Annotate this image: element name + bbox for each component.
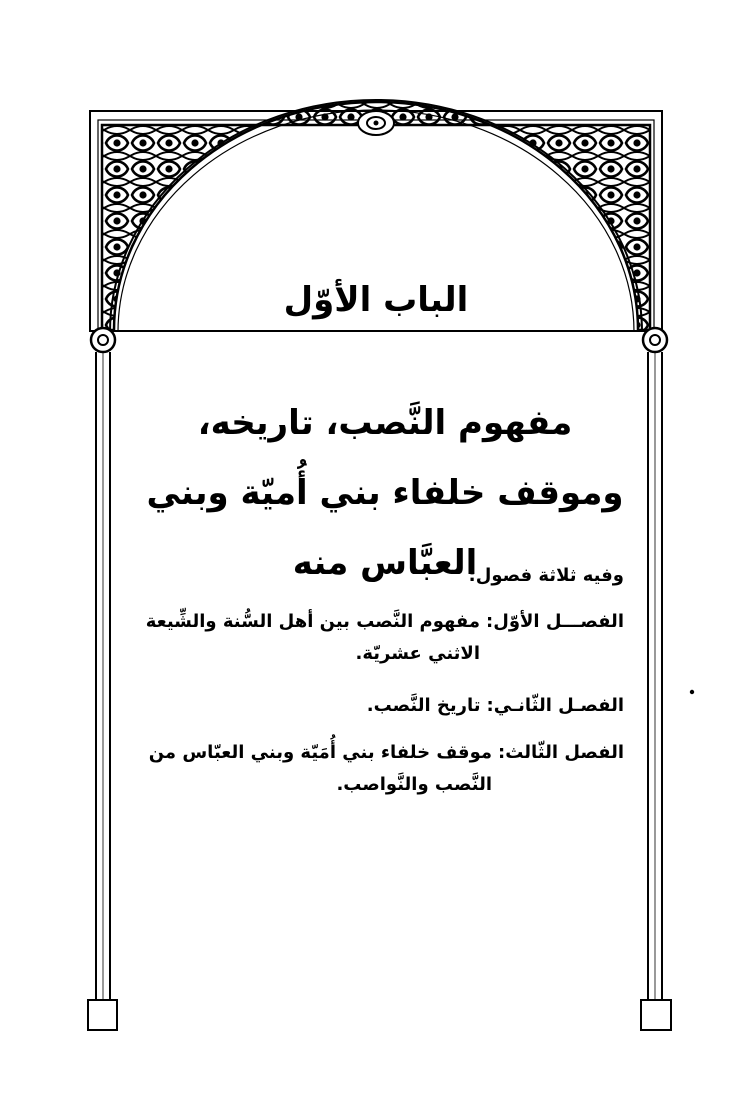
section-item [124,737,624,801]
section-text: مفهوم النَّصب بين أهل السُّنة والشِّيعة الاثني عشريّة. [145,611,480,664]
stray-dot [690,690,694,694]
section-label: الفصـل الثّانـي: [486,695,624,716]
section-text: تاريخ النَّصب. [366,695,481,716]
left-capital-rosette [91,328,115,352]
chapter-heading: الباب الأوّل [283,280,469,320]
chapter-title: مفهوم النَّصب، تاريخه، وموقف خلفاء بني أُميّة وبني العبَّاس منه [146,403,624,583]
right-column [641,352,671,1030]
contents-intro: وفيه ثلاثة فصول: [468,565,624,586]
section-label: الفصل الثّالث: [498,742,624,763]
section-item [124,606,624,670]
left-column [88,352,117,1030]
right-capital-rosette [643,328,667,352]
section-text: موقف خلفاء بني أُمَيّة وبني العبّاس من النَّصب والنَّواصب. [148,742,492,795]
section-item [124,690,624,722]
section-label: الفصـــل الأوّل: [486,611,624,632]
